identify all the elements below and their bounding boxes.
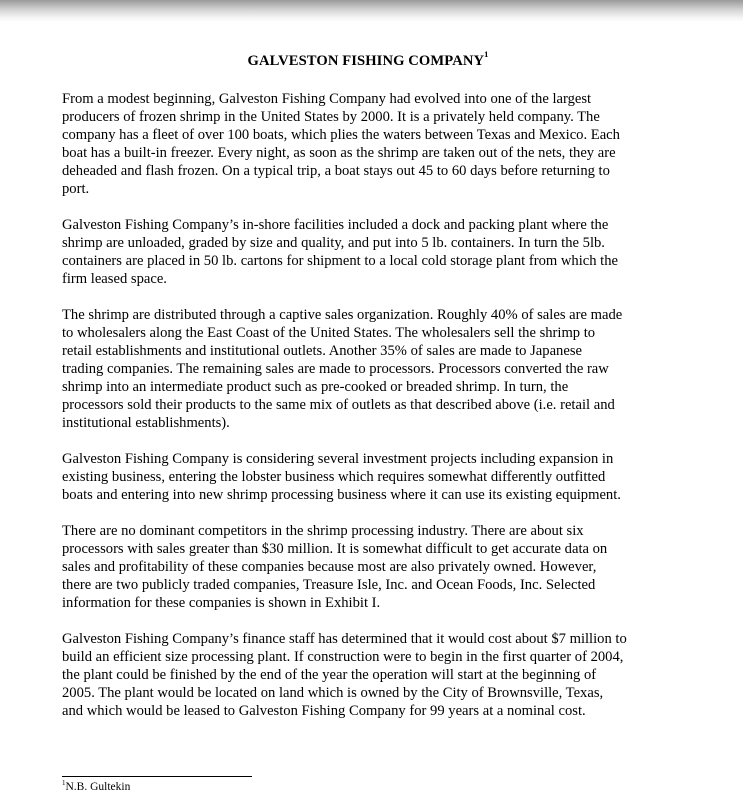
paragraph-line: institutional establishments).: [62, 415, 230, 431]
paragraph-line: producers of frozen shrimp in the United States by 2000. It is a privately held company. The: [62, 109, 600, 125]
paragraph-line: boat has a built-in freezer. Every night, as soon as the shrimp are taken out of the nets, they are: [62, 145, 616, 161]
footnote-mark: 1: [62, 779, 66, 788]
paragraph-facilities: [62, 216, 674, 288]
document-title: [62, 49, 674, 70]
paragraph-plant-cost: [62, 630, 674, 720]
paragraph-line: there are two publicly traded companies, Treasure Isle, Inc. and Ocean Foods, Inc. Selected: [62, 577, 596, 593]
paragraph-line: Galveston Fishing Company’s in-shore facilities included a dock and packing plant where the: [62, 217, 609, 233]
paragraph-line: Galveston Fishing Company is considering several investment projects including expansion in: [62, 451, 614, 467]
paragraph-line: boats and entering into new shrimp processing business where it can use its existing equipment.: [62, 487, 621, 503]
paragraph-line: the plant could be finished by the end of the year the operation will start at the beginning of: [62, 667, 597, 683]
paragraph-line: sales and profitability of these companies because most are also privately owned. However,: [62, 559, 597, 575]
paragraph-intro: [62, 90, 674, 198]
paragraph-line: 2005. The plant would be located on land which is owned by the City of Brownsville, Texas,: [62, 685, 604, 701]
paragraph-line: firm leased space.: [62, 271, 167, 287]
paragraph-line: processors sold their products to the same mix of outlets as that described above (i.e. retail and: [62, 397, 615, 413]
footnote-divider: [62, 776, 252, 777]
paragraph-line: processors with sales greater than $30 million. It is somewhat difficult to get accurate data on: [62, 541, 608, 557]
title-footnote-mark: 1: [484, 49, 489, 60]
paragraph-investment: [62, 450, 674, 504]
paragraph-line: From a modest beginning, Galveston Fishing Company had evolved into one of the largest: [62, 91, 592, 107]
paragraph-line: containers are placed in 50 lb. cartons for shipment to a local cold storage plant from which the: [62, 253, 619, 269]
footnote-text: N.B. Gultekin: [65, 781, 131, 793]
title-text: GALVESTON FISHING COMPANY: [247, 53, 485, 69]
paragraph-line: existing business, entering the lobster business which requires somewhat differently outfitted: [62, 469, 606, 485]
paragraph-line: port.: [62, 181, 90, 197]
paragraph-distribution: [62, 306, 674, 432]
viewer-top-shadow: [0, 0, 743, 22]
footnote: [62, 780, 130, 794]
paragraph-line: and which would be leased to Galveston Fishing Company for 99 years at a nominal cost.: [62, 703, 586, 719]
paragraph-line: deheaded and flash frozen. On a typical trip, a boat stays out 45 to 60 days before returning to: [62, 163, 610, 179]
paragraph-line: The shrimp are distributed through a captive sales organization. Roughly 40% of sales are made: [62, 307, 623, 323]
document-page: [62, 49, 674, 738]
paragraph-line: trading companies. The remaining sales are made to processors. Processors converted the raw: [62, 361, 609, 377]
paragraph-competitors: [62, 522, 674, 612]
paragraph-line: shrimp into an intermediate product such as pre-cooked or breaded shrimp. In turn, the: [62, 379, 569, 395]
paragraph-line: shrimp are unloaded, graded by size and quality, and put into 5 lb. containers. In turn the 5lb.: [62, 235, 605, 251]
paragraph-line: build an efficient size processing plant. If construction were to begin in the first quarter of 2004,: [62, 649, 624, 665]
paragraph-line: information for these companies is shown in Exhibit I.: [62, 595, 381, 611]
paragraph-line: to wholesalers along the East Coast of the United States. The wholesalers sell the shrimp to: [62, 325, 596, 341]
paragraph-line: retail establishments and institutional outlets. Another 35% of sales are made to Japanese: [62, 343, 582, 359]
paragraph-line: There are no dominant competitors in the shrimp processing industry. There are about six: [62, 523, 584, 539]
paragraph-line: Galveston Fishing Company’s finance staff has determined that it would cost about $7 million to: [62, 631, 627, 647]
paragraph-line: company has a fleet of over 100 boats, which plies the waters between Texas and Mexico. Each: [62, 127, 620, 143]
